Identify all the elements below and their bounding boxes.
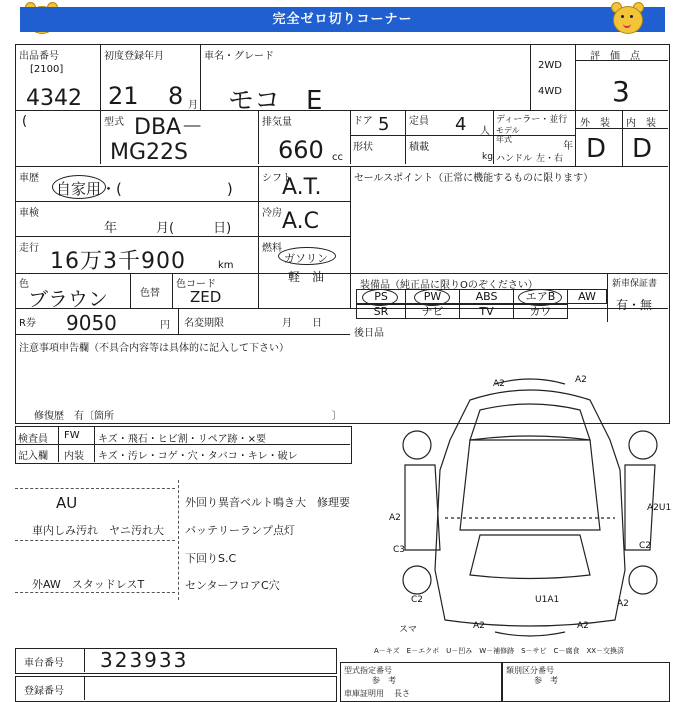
handle-label: ハンドル [496, 154, 533, 164]
form-box-2-label: 類別区分番号 [506, 666, 554, 675]
register-label: 登録番号 [24, 686, 64, 697]
mark-u1a1: U1A1 [535, 595, 560, 605]
equip-sr: SR [356, 304, 406, 319]
bear-mascot-right-icon [610, 2, 644, 36]
inspector-label-1: 検査員 [18, 434, 48, 445]
notes-label: 注意事項申告欄（不具合内容等は具体的に記入して下さい） [19, 343, 289, 354]
load-label: 積載 [409, 142, 429, 153]
equip-aw: AW [567, 289, 607, 304]
banner-title: 完全ゼロ切りコーナー [20, 7, 665, 32]
inspector-label-2: 記入欄 [18, 451, 48, 462]
inspector-row1-label: FW [64, 430, 80, 441]
repair-history-close: 〕 [332, 411, 342, 422]
registration-month: 8 [168, 82, 184, 110]
warranty-value: 有・無 [616, 298, 653, 312]
color-code-value: ZED [190, 288, 222, 306]
note-right-2: バッテリーランプ点灯 [185, 524, 295, 537]
bumper-rear [495, 632, 565, 636]
exterior-label: 外 装 [580, 118, 610, 129]
recycle-value: 9050 [66, 311, 117, 335]
drive-4wd: 4WD [538, 86, 562, 97]
mark-c2-left: C2 [411, 595, 424, 605]
capacity-label: 定員 [409, 116, 429, 127]
side-panel-left [405, 465, 440, 550]
inspection-label: 車検 [19, 208, 39, 219]
equip-airbag: エアB [513, 289, 568, 304]
wheel-rear-right [629, 566, 657, 594]
mark-left-side: A2 [389, 513, 401, 523]
registration-year: 21 [108, 82, 139, 110]
capacity-unit: 人 [480, 126, 490, 137]
history-value: 自家用・( ) [56, 180, 233, 198]
name-change-label: 名変期限 [184, 318, 224, 329]
mark-suma: スマ [399, 625, 417, 635]
registration-month-unit: 月 [188, 100, 198, 111]
registration-label: 初度登録年月 [104, 51, 164, 62]
wheel-rear-left [403, 566, 431, 594]
model-paren: ( [22, 114, 28, 129]
form-box-1-sub: 参 考 [372, 676, 396, 685]
lot-number: 4342 [26, 86, 82, 111]
mark-c2-right: C2 [639, 541, 652, 551]
roof [460, 440, 600, 530]
drive-2wd: 2WD [538, 60, 562, 71]
after-date-label: 後日品 [354, 328, 384, 339]
legend-text: A－キズ E－エクボ U－凹み W－補修跡 S－サビ C－腐食 XX－交換済 [374, 647, 625, 655]
repair-history: 修復歴 有〔箇所 [34, 411, 114, 422]
equip-circle-pw [414, 289, 450, 306]
equip-tv: TV [459, 304, 514, 319]
name-change-unit: 月 日 [282, 318, 322, 329]
fuel-label: 燃料 [262, 243, 282, 254]
wheel-front-left [403, 431, 431, 459]
equip-leather: カワ [513, 304, 568, 319]
recycle-unit: 円 [160, 320, 170, 331]
handle-options: 左・右 [536, 154, 564, 164]
wheel-front-right [629, 431, 657, 459]
mark-right-side: A2U1 [647, 503, 672, 513]
dealer-label: ディーラー・並行 [496, 115, 568, 125]
doors-label: ドア [353, 116, 373, 127]
car-body-outline [435, 390, 625, 626]
mark-front-left: A2 [493, 379, 505, 389]
mark-rear-right: A2 [617, 599, 629, 609]
recycle-label: R券 [19, 318, 36, 329]
mark-rear-left: A2 [473, 621, 485, 631]
chassis-label: 車台番号 [24, 658, 64, 669]
color-label: 色 [19, 279, 29, 290]
model-label: 型式 [104, 117, 124, 128]
equip-circle-ps [362, 289, 398, 306]
capacity-value: 4 [455, 114, 467, 135]
chassis-value: 323933 [100, 648, 189, 672]
equip-pw: PW [405, 289, 460, 304]
interior-label: 内 装 [626, 118, 656, 129]
warranty-label: 新車保証書 [612, 279, 658, 289]
ac-label: 冷房 [262, 208, 282, 219]
note-right-1: 外回り異音ベルト鳴き大 修理要 [185, 496, 350, 509]
displacement-unit: cc [332, 152, 343, 163]
mark-c3: C3 [393, 545, 406, 555]
windshield-rear [470, 535, 590, 579]
car-damage-diagram [385, 370, 675, 640]
score-value: 3 [612, 75, 630, 108]
form-box-3-label: 車庫証明用 [344, 689, 384, 698]
fuel-value: ガソリン [284, 252, 328, 265]
inspection-text: 年 月( 日) [104, 221, 232, 236]
history-circle [52, 175, 106, 199]
shift-value: A.T. [282, 175, 322, 200]
color-code-label: 色コード [176, 279, 216, 290]
equip-abs: ABS [459, 289, 514, 304]
form-box-3-sub: 長さ [394, 689, 410, 698]
car-name-value: モコ E [228, 86, 323, 116]
note-right-4: センターフロアC穴 [185, 579, 280, 592]
equipment-label: 装備品（純正品に限りOのぞください） [360, 280, 538, 291]
score-label: 評 価 点 [590, 51, 640, 62]
mileage-label: 走行 [19, 243, 39, 254]
color-value: ブラウン [28, 287, 108, 311]
inspector-row1-text: キズ・飛石・ヒビ割・リペア跡・×要 [98, 434, 266, 445]
form-box-1-label: 型式指定番号 [344, 666, 392, 675]
windshield-front [470, 404, 590, 440]
mileage-unit: km [218, 260, 234, 271]
equip-navi: ナビ [405, 304, 460, 319]
exterior-value: D [586, 134, 607, 164]
lot-label: 出品番号 [19, 51, 59, 62]
model-value: DBA－ [134, 115, 204, 140]
history-label: 車歴 [19, 173, 39, 184]
load-unit: kg [482, 152, 493, 162]
inspector-row2-label: 内装 [64, 451, 84, 462]
color-change-label: 色替 [140, 288, 160, 299]
note-left-2: 車内しみ汚れ ヤニ汚れ大 [32, 524, 164, 537]
inspector-row2-text: キズ・汚レ・コゲ・穴・タバコ・キレ・破レ [98, 451, 298, 462]
mark-front-right: A2 [575, 375, 587, 385]
shift-label: シフト [262, 173, 292, 184]
model-year-unit: 年 [563, 141, 573, 152]
interior-value: D [632, 134, 653, 164]
shape-label: 形状 [353, 142, 373, 153]
fuel-circle [278, 247, 336, 265]
mileage-value: 16万3千900 [50, 249, 186, 274]
note-left-1: AU [56, 494, 78, 512]
bumper-front [495, 379, 565, 384]
fuel-oil: 軽 油 [288, 270, 325, 284]
model-year-label: モデル年式 [496, 126, 520, 144]
displacement-value: 660 [278, 136, 324, 164]
doors-value: 5 [378, 114, 390, 135]
note-right-3: 下回りS.C [185, 552, 237, 565]
model-code: MG22S [110, 140, 188, 165]
displacement-label: 排気量 [262, 117, 292, 128]
form-box-2-sub: 参 考 [534, 676, 558, 685]
equip-circle-airbag [518, 289, 562, 306]
lot-code: [2100] [30, 64, 64, 75]
mark-rear-bottom: A2 [577, 621, 589, 631]
sales-point-label: セールスポイント（正常に機能するものに限ります） [354, 173, 594, 184]
ac-value: A.C [282, 209, 320, 234]
car-name-label: 車名・グレード [204, 51, 274, 62]
note-left-3: 外AW スタッドレスT [32, 578, 145, 591]
equip-ps: PS [356, 289, 406, 304]
